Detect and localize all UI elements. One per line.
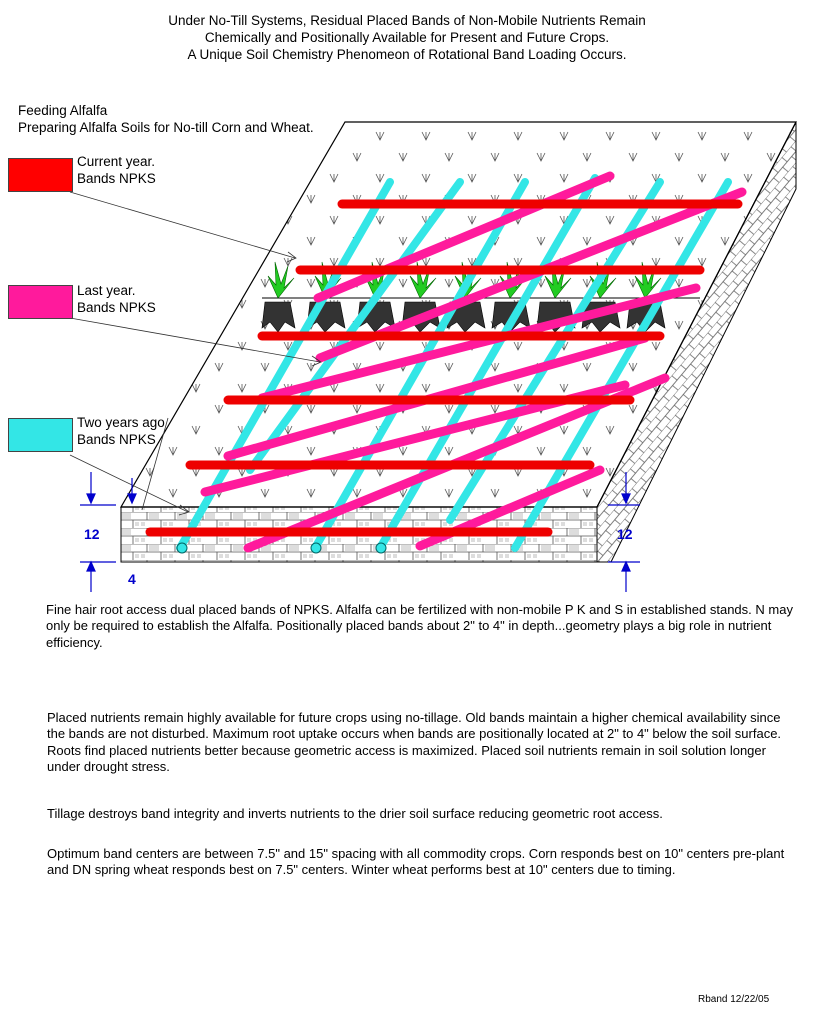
legend-line: Bands NPKS [77, 171, 156, 186]
author-signature: Rband 12/22/05 [698, 994, 770, 1005]
legend-swatch-two-years-ago [8, 418, 73, 452]
subtitle-line: Preparing Alfalfa Soils for No-till Corn and Wheat. [18, 120, 314, 135]
legend-swatch-current-year [8, 158, 73, 192]
legend-line: Bands NPKS [77, 432, 156, 447]
paragraph-root-access: Fine hair root access dual placed bands of NPKS. Alfalfa can be fertilized with non-mobile P K and S in established stands. N may only be required to establish the Alfalfa. Positionally placed bands about 2" to 4" in depth...geometry plays a big role in nutrient efficiency. [46, 602, 793, 650]
legend-label-current-year [77, 153, 156, 187]
legend-line: Current year. [77, 154, 156, 169]
legend-label-two-years-ago [77, 414, 165, 448]
title-line: Chemically and Positionally Available for Present and Future Crops. [204, 30, 610, 45]
paragraph-no-tillage: Placed nutrients remain highly available for future crops using no-tillage. Old bands maintain a higher chemical availability since the bands are not disturbed. Maximum root uptake occurs when bands are positionally located at 2" to 4" below the soil surface. Roots find placed nutrients better because geometric access is maximized. Placed soil nutrients remain in soil solution longer under drought stress. [47, 710, 782, 774]
subtitle-line: Feeding Alfalfa [18, 103, 108, 118]
band-depth-label: 4 [128, 571, 136, 587]
legend-line: Last year. [77, 283, 136, 298]
depth-label-left: 12 [84, 526, 100, 542]
paragraph-tillage: Tillage destroys band integrity and inverts nutrients to the drier soil surface reducing geometric root access. [47, 806, 663, 821]
legend-line: Two years ago [77, 415, 165, 430]
title-line: Under No-Till Systems, Residual Placed Bands of Non-Mobile Nutrients Remain [168, 13, 646, 28]
legend-label-last-year [77, 282, 156, 316]
depth-label-right: 12 [617, 526, 633, 542]
legend-swatch-last-year [8, 285, 73, 319]
paragraph-band-centers: Optimum band centers are between 7.5" and 15" spacing with all commodity crops. Corn responds best on 10" centers pre-plant and DN spring wheat responds best on 7.5" centers. Winter wheat performs best at 10" centers due to timing. [47, 846, 785, 878]
title-line: A Unique Soil Chemistry Phenomeon of Rotational Band Loading Occurs. [187, 47, 627, 62]
legend-line: Bands NPKS [77, 300, 156, 315]
